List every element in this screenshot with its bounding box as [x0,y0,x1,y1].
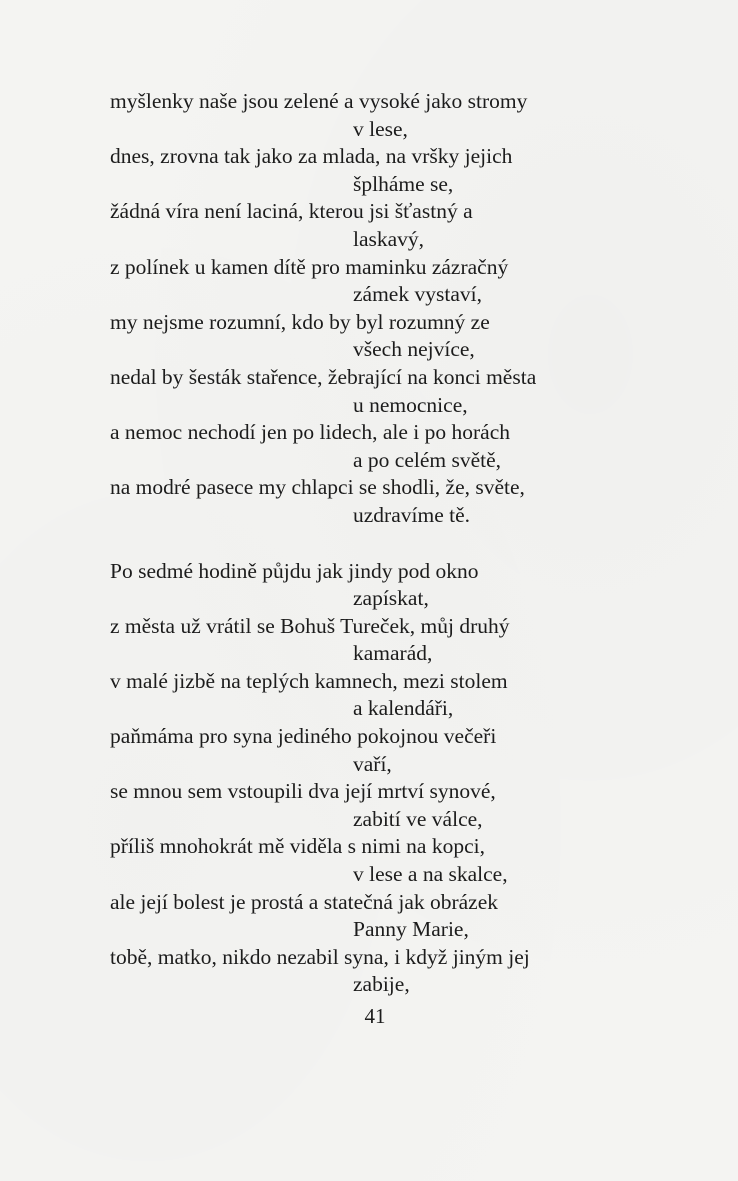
verse-line: na modré pasece my chlapci se shodli, že, světe, [110,475,525,500]
verse-continuation: v lese a na skalce, [353,862,508,887]
verse [110,309,610,364]
page-number: 41 [364,1004,386,1028]
stanza-1 [110,88,610,530]
verse-line: příliš mnohokrát mě viděla s nimi na kopci, [110,834,485,859]
verse-continuation: a po celém světě, [353,447,502,472]
verse-line: z polínek u kamen dítě pro maminku zázračný [110,254,509,279]
verse-line: žádná víra není laciná, kterou jsi šťastný a [110,199,473,224]
verse [110,198,610,253]
verse-continuation: vaří, [353,751,392,776]
verse-continuation: laskavý, [353,226,425,251]
verse-continuation: uzdravíme tě. [353,502,471,527]
verse-line: ale její bolest je prostá a statečná jak obrázek [110,889,499,914]
verse-line: myšlenky naše jsou zelené a vysoké jako stromy [110,89,528,113]
verse [110,364,610,419]
verse-continuation: zámek vystaví, [353,282,482,307]
verse-continuation: všech nejvíce, [353,337,475,362]
verse [110,558,610,613]
verse-continuation: a kalendáři, [353,696,454,721]
verse [110,778,610,833]
verse-line: tobě, matko, nikdo nezabil syna, i když jiným jej [110,944,530,969]
verse-line: se mnou sem vstoupili dva její mrtví synové, [110,779,496,804]
verse-continuation: u nemocnice, [353,392,468,417]
verse-continuation: Panny Marie, [353,917,469,942]
verse-continuation: zabije, [353,972,410,997]
verse [110,88,610,143]
verse-continuation: v lese, [353,116,408,141]
verse [110,474,610,529]
verse-line: paňmáma pro syna jediného pokojnou večeři [110,724,497,749]
stanza-2 [110,558,610,1000]
verse-line: a nemoc nechodí jen po lidech, ale i po horách [110,420,510,445]
verse-continuation: kamarád, [353,641,433,666]
verse [110,613,610,668]
verse-line: my nejsme rozumní, kdo by byl rozumný ze [110,309,490,334]
verse-line: Po sedmé hodině půjdu jak jindy pod okno [110,558,479,583]
verse [110,254,610,309]
verse [110,723,610,778]
verse [110,419,610,474]
verse [110,833,610,888]
verse [110,143,610,198]
verse [110,668,610,723]
verse-continuation: šplháme se, [353,171,454,196]
verse-line: z města už vrátil se Bohuš Tureček, můj druhý [110,613,510,638]
poem-text [110,88,610,999]
verse-line: nedal by šesták stařence, žebrající na konci města [110,364,537,389]
verse-line: dnes, zrovna tak jako za mlada, na vršky jejich [110,144,513,169]
verse [110,944,610,999]
verse-continuation: zabití ve válce, [353,806,483,831]
verse-line: v malé jizbě na teplých kamnech, mezi stolem [110,668,508,693]
verse [110,889,610,944]
verse-continuation: zapískat, [353,586,429,611]
